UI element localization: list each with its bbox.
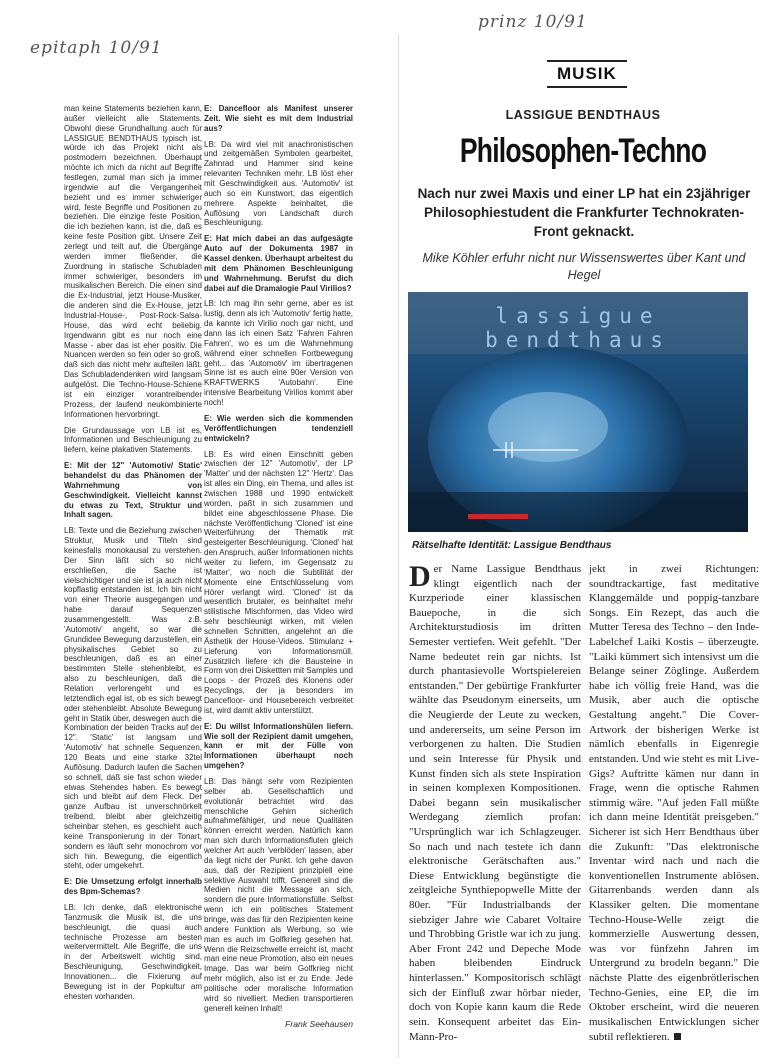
cover-title-line-2: bendthaus xyxy=(485,328,671,352)
article-body-1: er Name Lassigue Bendthaus klingt eigentlich nach der Kurzperiode einer klassischen Bauepoche, in die sich Architekturstudiosis im dritten Semester vertiefen. Weit gefehlt. "Der Name bedeutet rein gar nichts. Ist durch phantasievolle Wortspielereien entstanden." Der gebürtige Frankfurter wählte das Pseudonym einerseits, um die Neugierde der Leute zu wecken, und andererseits, um seine Person im verborgenen zu halten. Die Studien und sein Interesse für Physik und Kunst finden sich als stete Inspiration in seinen komplexen Kompositionen. Dabei begann sein musikalischer Werdegang ziemlich profan: "Ursprünglich war ich Schlagzeuger. So nach und nach testete ich dann elektronische Gerätschaften aus." Diese Entwicklung begünstigte die zeitgleiche Synthiepopwelle Mitte der 80er. "Für Industrialbands der siebziger Jahre wie Cabaret Voltaire und Throbbing Gristle war ich zu jung. Aber Front 242 und Depeche Mode haben bleibenden Eindruck hinterlassen." Kompositorisch schlägt sich der Einfluß zwar hörbar nieder, doch von Kopie kann kaum die Rede sein. Konsequent arbeitet das Ein-Mann-Pro- xyxy=(409,563,581,1043)
interview-paragraph: LB: Ich mag ihn sehr gerne, aber es ist lustig, denn als ich 'Automotiv' fertig hatte, da kannte ich Virilio noch gar nicht, und dann las ich einen Satz 'Fahren Fahren Fahren', wo es um die Wahrnehmung während einer schnellen Fortbewegung geht... das 'Automotiv' im übertragenen Sinne ist es auch eine 90er Version von KRAFTWERKS 'Autobahn'. Eine intensive Bearbeitung Virilios kommt aber noch! xyxy=(204,299,353,408)
interview-paragraph: man keine Statements beziehen kann, außer vielleicht alle Statements. Obwohl diese Grundhaltung auch für LASSIGUE BENDTHAUS typisch ist, würde ich das Projekt nicht als postmodern bezeichnen. Überhaupt möchte ich mich da nicht auf Begriffe festlegen, zumal man sich ja immer irgendwie auf die Vergangenheit bezieht und es immer schwieriger wird, feste Begriffe und Positionen zu beziehen. Die einzige feste Position, die ich beziehen kann, ist die, daß es keine feste Position gibt. Unsere Zeit zerlegt und teilt auf, die Übergänge werden immer fließender, die Zuordnung in statische Schubladen immer schwieriger, besonders im musikalischen Bereich. Die einen sind die Ex-Industrial, jetzt House-Musiker, die anderen sind die Ex-House, jetzt Industrial-House-, Post-Rock-Salsa-House, das wird echt beliebig. Irgendwann gibt es nur noch eine Masse - aber das ist eher positiv. Die Nuancen werden so fein oder so groß, daß sich das nicht mehr aufteilen läßt. Das Schubladendenken wird langsam aufgelöst. Die Techno-House-Schiene ist ein einziger vorantreibender Prozess, der laufend neukombinierte Informationen hervorbringt. xyxy=(64,104,202,419)
interview-question: E: Wie werden sich die kommenden Veröffentlichungen tendenziell entwickeln? xyxy=(204,413,353,443)
interview-column-2 xyxy=(204,104,353,1029)
prinz-article-clipping xyxy=(398,34,767,1058)
photo-caption: Rätselhafte Identität: Lassigue Bendthaus xyxy=(412,540,612,551)
epitaph-interview-clipping xyxy=(0,90,395,1040)
author-signature: Frank Seehausen xyxy=(285,1018,353,1029)
end-mark-icon xyxy=(674,1033,681,1040)
cover-title-line-1: lassigue xyxy=(495,304,661,328)
handwritten-note-right: prinz 10/91 xyxy=(478,12,588,32)
interview-question: E: Hat mich dabei an das aufgesägte Auto auf der Dokumenta 1987 in Kassel denken. Überhaupt arbeitest du mit dem Phänomen Beschleunigung und Wahrnehmung. Berufst du dich dabei auf die Dramalogie Paul Virilios? xyxy=(204,234,353,293)
interview-question: E: Dancefloor als Manifest unserer Zeit. Wie sieht es mit dem Industrial aus? xyxy=(204,104,353,133)
interview-question: E: Die Umsetzung erfolgt innerhalb des Bpm-Schemas? xyxy=(64,877,202,897)
album-cover-photo xyxy=(408,292,748,532)
interview-paragraph: LB: Ich denke, daß elektronische Tanzmusik die Musik ist, die uns beschleunigt, die quasi auch technische Prozesse am besten weitervermittelt. Alle Begriffe, die uns in der Arbeitswelt wichtig sind, Beschleunigung, Geschwindigkeit, Innovationen... die Fixierung auf Bewegung ist in der Popkultur am ehesten vorhanden. xyxy=(64,903,202,1001)
article-deck: Nach nur zwei Maxis und einer LP hat ein 23jähriger Philosophiestudent die Frankfurter Technokraten-Front geknackt. xyxy=(417,186,751,239)
interview-column-1 xyxy=(64,104,202,1008)
article-headline: Philosophen-Techno xyxy=(459,132,707,170)
interview-paragraph: LB: Es wird einen Einschnitt geben zwischen der 12" 'Automotiv', der LP 'Matter' und der nächsten 12" 'Hertz'. Das ist alles ein Ding, ein Thema, und alles ist zwischen 1988 und 1990 entwickelt worden, paßt in sich zusammen und bildet eine abgeschlossene Phase. Die nächste Veröffentlichung 'Cloned' ist eine Weiterführung der Thematik mit gesteigerter Beschleunigung. 'Cloned' hat den Anspruch, außer Informationen nichts weiter zu liefern, im Gegensatz zu 'Matter', wo noch die Subtilität der Momente eine Entschlüsselung vom Hörer verlangt wird. 'Cloned' ist da wesentlich brutaler, es beinhaltet mehr stilistische Mischformen, das Video wird sehr beschleunigt wirken, mit vielen schnellen Schnitten, angelehnt an die Ästhetik der House-Videos. Stimulanz + Lieferung von Informationsmüll. Zusätzlich liefere ich die Bausteine in Form von drei Diskettten mit Samples und Loops - der Prozeß des Klonens oder Recyclings, der ja besonders im Dancefloor- und Housebereich verbreitet ist, wird damit aktiv unterstützt. xyxy=(204,449,353,715)
article-byline: Mike Köhler erfuhr nicht nur Wissenswertes über Kant und Hegel xyxy=(422,251,746,282)
interview-question: E: Mit der 12" 'Automotiv/ Static' behandelst du das Phänomen der Wahrnehmung von Geschwindigkeit. Vielleicht kannst du etwas zu Text, Struktur und Inhalt sagen. xyxy=(64,461,202,520)
article-column-2 xyxy=(589,562,759,1044)
interview-paragraph: Die Grundaussage von LB ist es, Informationen und Beschleunigung zu liefern, keine plakativen Statements. xyxy=(64,425,202,455)
handwritten-note-left: epitaph 10/91 xyxy=(30,38,163,58)
section-label: MUSIK xyxy=(547,60,627,88)
interview-question: E: Du willst Informationshülen liefern. Wie soll der Rezipient damit umgehen, kann er mit der Fülle von Informationen überhaupt noch umgehen? xyxy=(204,721,353,771)
article-column-1 xyxy=(409,562,581,1044)
interview-paragraph: LB: Texte und die Beziehung zwischen Struktur, Musik und Titeln sind keinesfalls monokausal zu verstehen. Der Sinn läßt sich so nicht erschließen, die Sache ist vielschichtiger und sie ist ja auch nicht kopflastig entstanden ist. Ich bin nicht von einer Theorie ausgegangen und habe darauf Sequenzen zusammengestellt. Was z.B. 'Automotiv' angeht, so war die Grundidee Bewegung darzustellen, ein physikalisches Gebiet so zu beschleunigen, daß es an einer bestimmten Stelle stehenbleibt, es also zu beschleunigen, daß die Relation verlorengeht und es letztendlich egal ist, ob es sich bewegt oder stehenbleibt. Absolute Bewegung geht in Statik über, deswegen auch die Kombination der beiden Tracks auf der 12". 'Static' ist langsam und 'Automotiv' hat schnelle Sequenzen, 120 Beats und eine starke 32tel Auflösung. Dadurch laufen die Sachen so schnell, daß sie fast schon wieder etwas Stehendes haben. Es bewegt sich und bleibt auf dem Fleck. Der ganze Aufbau ist unverschnörkelt treibend, bleibt aber gleichzeitig scheinbar stehen, es geschieht auch keine Transponierung in der Tonart, sondern es läuft sehr monochrom vor sich hin. Bewegung, die eigentlich steht, oder umgekehrt. xyxy=(64,526,202,871)
interview-paragraph: LB: Da wird viel mit anachronistischen und zeitgemäßen Symbolen gearbeitet, Zahnrad und Hammer sind keine relevanten Techniken mehr. LB löst eher mit Geschwindigkeit aus. 'Automotiv' ist auch so ein Kunstwort, das eigentlich mehrere Aspekte beinhaltet, die Auflösung von Landschaft durch Beschleunigung. xyxy=(204,139,353,228)
article-kicker: LASSIGUE BENDTHAUS xyxy=(505,108,661,122)
drop-cap: D xyxy=(409,560,431,593)
interview-paragraph: LB: Das hängt sehr vom Rezipienten selber ab. Gesellschaftlich und evolutionär betrachtet wird das menschliche Gehirn sicherlich aufnahmefähiger, und neue Qualitäten können erreicht werden. Natürlich kann man sich durch Informationsfluten gleich welcher Art auch 'verblöden' lassen, aber da liegt nicht der Punkt. Ich gehe davon aus, daß der Rezipient prinzipiell eine selektive Auswahl trifft. Generell sind die Medien nicht die Message an sich, sondern die pure Informationsfülle. Selbst wenn ich ein politisches Statement bringe, was das für den Rezipienten keine andere Funktion als Werbung, so wie man es auch im Golfkrieg gesehen hat. Wenn die Reizschwelle erreicht ist, macht man eine neue Promotion, also ein neues Image. Das war beim Golfkrieg nicht mehr möglich, also ist er zu Ende. Jede politische oder moralische Information wird so nivelliert. Medien transportieren generell keinen Inhalt! xyxy=(204,777,353,1013)
article-body-2: jekt in zwei Richtungen: soundtrackartige, fast meditative Klanggemälde und poppig-tanzbare Songs. Ein Rezept, das auch die Mutter Teresa des Techno – den Inde-Labelchef Laiki Kostis – überzeugte. "Laiki kümmert sich intensivst um die Belange seiner Zöglinge. Außerdem habe ich völlig freie Hand, was die Musik, aber auch die optische Gestaltung angeht." Die Cover-Artwork der bisherigen Werke ist nämlich ebenfalls in Eigenregie entstanden. Und wie steht es mit Live-Gigs? Auftritte kämen nur dann in Frage, wenn die optische Rahmen stimmig wäre. "Auf jeden Fall müßte ich dann meine Identität preisgeben." Sicherer ist sich Herr Bendthaus über die Zukunft: "Das elektronische Inventar wird nach und nach die konventionellen Instrumente ablösen. Gitarrenbands werden dann als Klassiker gelten. Die momentane Techno-House-Welle zeigt die kommerzielle Auswertung dessen, was vor fünfzehn Jahren im Untergrund zu brodeln begann." Die nächste Platte des eigenbrötlerischen Techno-Genies, eine EP, die im Oktober erscheint, wird die neueren musikalischen Entwicklungen sicher subtil reflektieren. xyxy=(589,563,759,1043)
